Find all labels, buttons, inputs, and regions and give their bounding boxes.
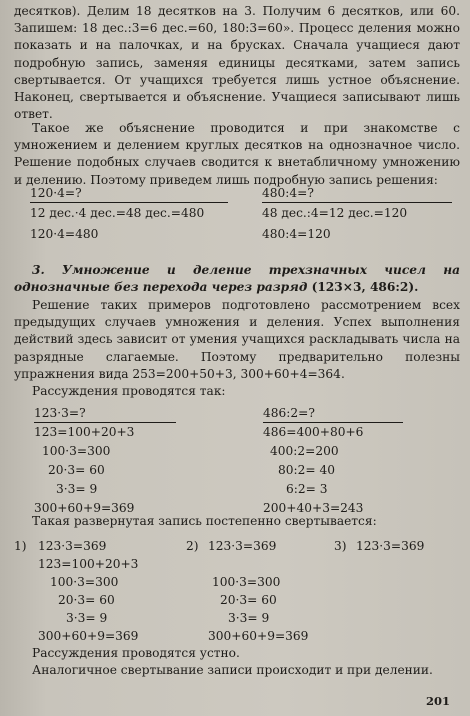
variant-2-row: 123·3=369 bbox=[208, 539, 277, 553]
example-123x3-row: 3·3= 9 bbox=[56, 482, 98, 496]
example-123x3-row: 20·3= 60 bbox=[48, 463, 105, 477]
variant-2-row: 3·3= 9 bbox=[228, 611, 270, 625]
variant-1-row: 3·3= 9 bbox=[66, 611, 108, 625]
variant-1-row: 100·3=300 bbox=[50, 575, 119, 589]
paragraph-oral: Рассуждения проводятся устно. bbox=[32, 646, 240, 660]
variant-3-label: 3) bbox=[334, 539, 347, 553]
example-486div2-row: 80:2= 40 bbox=[278, 463, 335, 477]
example-123x3-row: 300+60+9=369 bbox=[34, 501, 135, 515]
example-120x4-question: 120·4=? bbox=[30, 186, 82, 200]
paragraph-three-digit: Решение таких примеров подготовлено рассмотрением всех предыдущих случаев умножения и деления. Успех выполнения действий здесь зависит от умения учащихся раскладывать числа на разрядные слагаемые. Поэтому предварительно полезны упражнения вида 253=200+50+3, 300+60+4=364. bbox=[14, 298, 460, 381]
paragraph-reasoning: Рассуждения проводятся так: bbox=[32, 384, 226, 398]
division-rule bbox=[262, 202, 452, 203]
example-486div2-row: 6:2= 3 bbox=[286, 482, 328, 496]
section-heading-examples: (123×3, 486:2). bbox=[311, 280, 419, 295]
variant-2-row: 100·3=300 bbox=[212, 575, 281, 589]
example-480div4-step: 48 дес.:4=12 дес.=120 bbox=[262, 206, 408, 220]
example-480div4-question: 480:4=? bbox=[262, 186, 314, 200]
example-120x4-step: 12 дес.·4 дес.=48 дес.=480 bbox=[30, 206, 205, 220]
example-123x3-question: 123·3=? bbox=[34, 406, 86, 420]
paragraph-intro: десятков). Делим 18 десятков на 3. Получим 6 десятков, или 60. Запишем: 18 дес.:3=6 дес.=60, 180:3=60». Процесс деления можно показать и на палочках, и на брусках. Сначала учащиеся дают подробную запись, заменяя единицы десятками, затем запись свертывается. От учащихся требуется лишь устное объяснение. Наконец, свертывается и объяснение. Учащиеся записывают лишь ответ. bbox=[14, 4, 460, 122]
section-heading-text: 3. Умножение и деление трехзначных чисел на однозначные без перехода через разряд bbox=[14, 263, 460, 295]
example-120x4-answer: 120·4=480 bbox=[30, 227, 99, 241]
variant-2-label: 2) bbox=[186, 539, 199, 553]
paragraph-division: Аналогичное свертывание записи происходит и при делении. bbox=[32, 663, 433, 677]
variant-1-row: 123·3=369 bbox=[38, 539, 107, 553]
variant-2-row: 20·3= 60 bbox=[220, 593, 277, 607]
example-123x3-row: 123=100+20+3 bbox=[34, 425, 135, 439]
variant-1-row: 300+60+9=369 bbox=[38, 629, 139, 643]
division-rule bbox=[263, 422, 403, 423]
example-123x3-row: 100·3=300 bbox=[42, 444, 111, 458]
section-heading bbox=[14, 262, 460, 296]
variant-1-row: 123=100+20+3 bbox=[38, 557, 139, 571]
variant-1-label: 1) bbox=[14, 539, 27, 553]
example-486div2-question: 486:2=? bbox=[263, 406, 315, 420]
example-480div4-answer: 480:4=120 bbox=[262, 227, 331, 241]
paragraph-collapse: Такая развернутая запись постепенно свертывается: bbox=[32, 514, 377, 528]
example-486div2-row: 486=400+80+6 bbox=[263, 425, 364, 439]
division-rule bbox=[30, 202, 228, 203]
variant-2-row: 300+60+9=369 bbox=[208, 629, 309, 643]
division-rule bbox=[34, 422, 176, 423]
page-number: 201 bbox=[425, 694, 450, 708]
variant-3-row: 123·3=369 bbox=[356, 539, 425, 553]
example-486div2-row: 200+40+3=243 bbox=[263, 501, 364, 515]
variant-1-row: 20·3= 60 bbox=[58, 593, 115, 607]
paragraph-round-tens: Такое же объяснение проводится и при знакомстве с умножением и делением круглых десятков на однозначное число. Решение подобных случаев сводится к внетабличному умножению и делению. Поэтому приведем лишь подробную запись решения: bbox=[14, 121, 460, 187]
example-486div2-row: 400:2=200 bbox=[270, 444, 339, 458]
